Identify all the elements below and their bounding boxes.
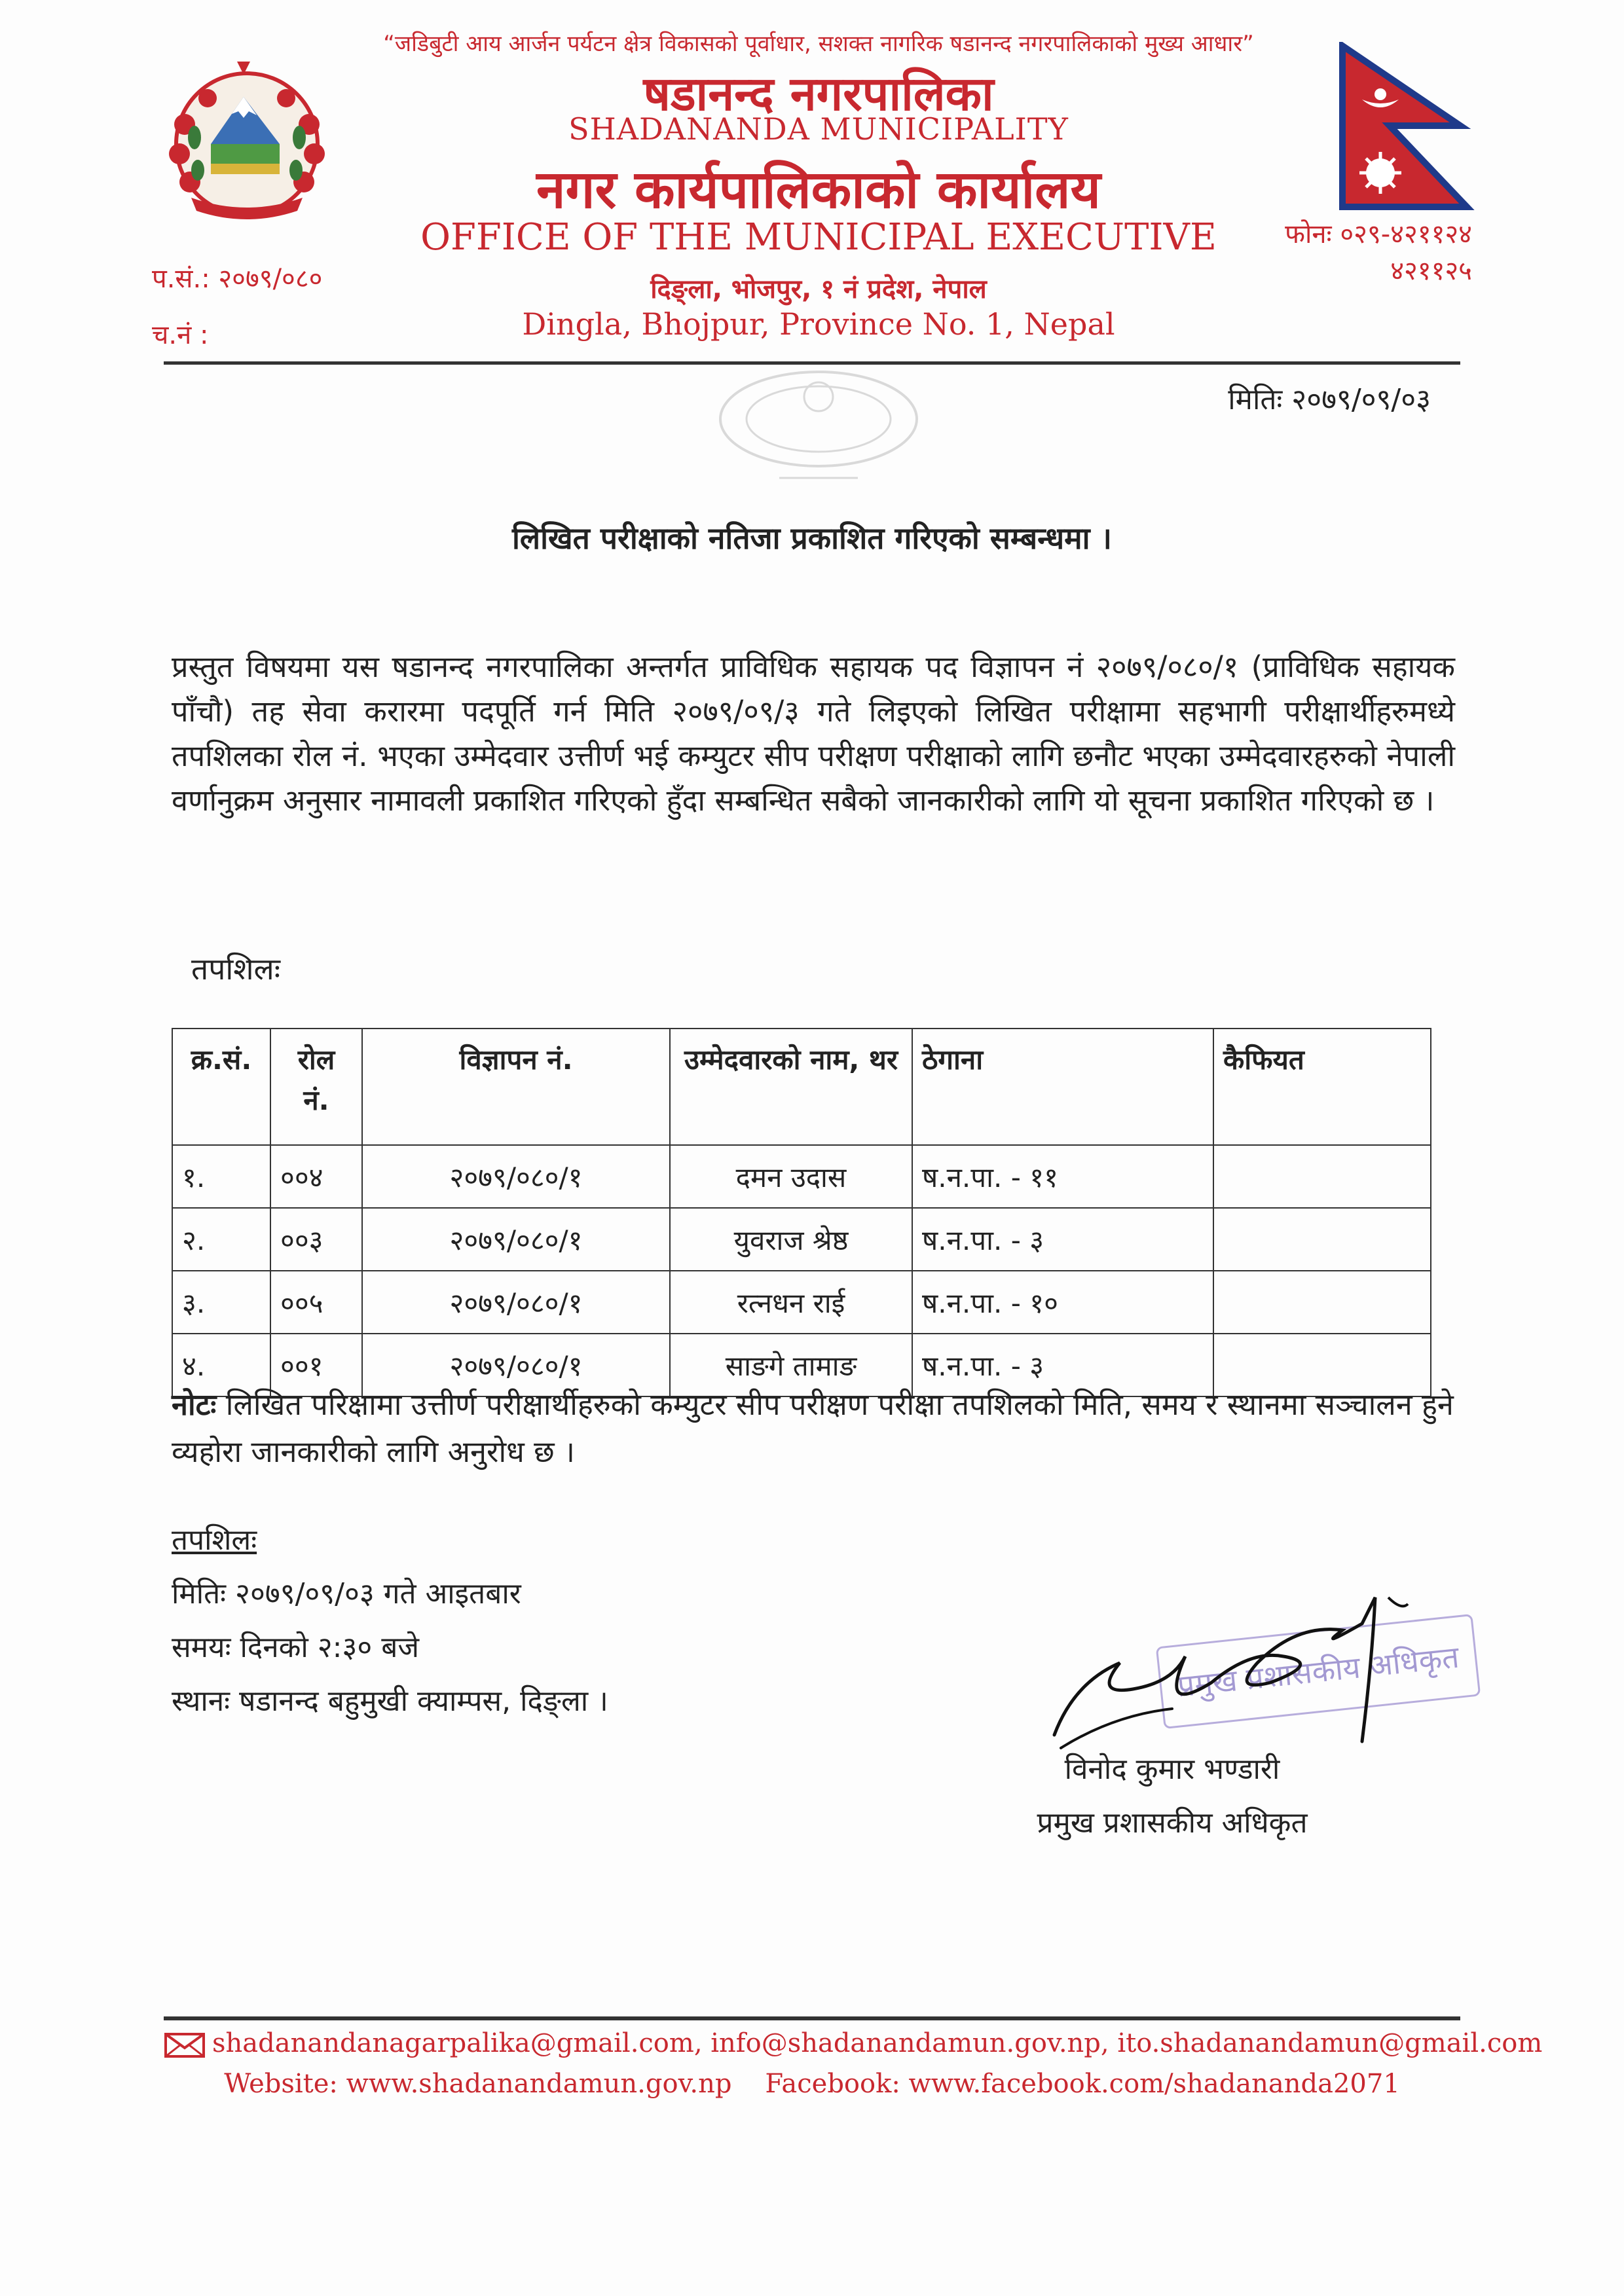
cell-serial: ३. [172, 1271, 270, 1334]
cell-address: ष.न.पा. - ३ [912, 1208, 1213, 1271]
cell-serial: ४. [172, 1334, 270, 1396]
exam-date: मितिः २०७९/०९/०३ गते आइतबार [172, 1577, 521, 1611]
municipality-name-en: SHADANANDA MUNICIPALITY [568, 111, 1069, 147]
phone-number-2: ४२११२५ [1390, 256, 1472, 286]
cell-address: ष.न.पा. - ११ [912, 1145, 1213, 1208]
schedule2-label: तपशिलः [172, 1523, 257, 1557]
stamp-text: प्रमुख प्रशासकीय अधिकृत [1175, 1639, 1461, 1704]
signatory-name: विनोद कुमार भण्डारी [1064, 1753, 1280, 1786]
address-en: Dingla, Bhojpur, Province No. 1, Nepal [522, 306, 1115, 342]
reference-number: प.सं.: २०७९/०८० [152, 264, 323, 294]
cell-advert: २०७९/०८०/१ [362, 1334, 670, 1396]
cell-remarks [1213, 1145, 1431, 1208]
cell-name: दमन उदास [670, 1145, 912, 1208]
note-text: लिखित परिक्षामा उत्तीर्ण परीक्षार्थीहरुको कम्युटर सीप परीक्षण परीक्षा तपशिलको मिति, समय र स्थानमा सञ्चालन हुने व्यहोरा जानकारीको लागि अनुरोध छ । [172, 1387, 1454, 1469]
dispatch-number: च.नं : [152, 320, 209, 350]
signatory-title: प्रमुख प्रशासकीय अधिकृत [1037, 1806, 1308, 1840]
cell-advert: २०७९/०८०/१ [362, 1208, 670, 1271]
exam-place: स्थानः षडानन्द बहुमुखी क्याम्पस, दिङ्ला । [172, 1685, 608, 1718]
column-header-name: उम्मेदवारको नाम, थर [670, 1029, 912, 1145]
note-paragraph [172, 1381, 1455, 1476]
table-row [172, 1145, 1431, 1208]
office-name-en: OFFICE OF THE MUNICIPAL EXECUTIVE [420, 216, 1217, 259]
header-divider [164, 361, 1460, 365]
cell-roll: ००३ [270, 1208, 362, 1271]
cell-advert: २०७९/०८०/१ [362, 1145, 670, 1208]
signature [1035, 1584, 1441, 1768]
cell-name: रत्नधन राई [670, 1271, 912, 1334]
footer-website[interactable]: Website: www.shadanandamun.gov.np Facebook: www.facebook.com/shadananda2071 [224, 2069, 1400, 2099]
phone-number-1: फोनः ०२९-४२११२४ [1285, 219, 1472, 249]
footer-contact [164, 2028, 1543, 2058]
cell-address: ष.न.पा. - १० [912, 1271, 1213, 1334]
column-header-serial: क्र.सं. [172, 1029, 270, 1145]
cell-remarks [1213, 1271, 1431, 1334]
table-row [172, 1271, 1431, 1334]
cell-name: युवराज श्रेष्ठ [670, 1208, 912, 1271]
note-label: नोटः [172, 1387, 217, 1422]
cell-roll: ००५ [270, 1271, 362, 1334]
address-np: दिङ्ला, भोजपुर, १ नं प्रदेश, नेपाल [650, 274, 987, 304]
cell-advert: २०७९/०८०/१ [362, 1271, 670, 1334]
body-paragraph: प्रस्तुत विषयमा यस षडानन्द नगरपालिका अन्तर्गत प्राविधिक सहायक पद विज्ञापन नं २०७९/०८०/१ (प्राविधिक सहायक पाँचौ) तह सेवा करारमा पदपूर्ति गर्न मिति २०७९/०९/३ गते लिइएको लिखित परीक्षामा सहभागी परीक्षार्थीहरुमध्ये तपशिलका रोल नं. भएका उम्मेदवार उत्तीर्ण भई कम्युटर सीप परीक्षण परीक्षाको लागि छनौट भएका उम्मेदवारहरुको नेपाली वर्णानुक्रम अनुसार नामावली प्रकाशित गरिएको हुँदा सम्बन्धित सबैको जानकारीको लागि यो सूचना प्रकाशित गरिएको छ । [172, 649, 1455, 818]
column-header-address: ठेगाना [912, 1029, 1213, 1145]
office-seal [707, 367, 930, 498]
table-header-row [172, 1029, 1431, 1145]
column-header-remarks: कैफियत [1213, 1029, 1431, 1145]
cell-remarks [1213, 1208, 1431, 1271]
envelope-icon [164, 2032, 206, 2058]
cell-serial: २. [172, 1208, 270, 1271]
column-header-advert: विज्ञापन नं. [362, 1029, 670, 1145]
slogan: “जडिबुटी आय आर्जन पर्यटन क्षेत्र विकासको पूर्वाधार, सशक्त नागरिक षडानन्द नगरपालिकाको मुख्य आधार” [383, 31, 1254, 57]
cell-name: साङगे तामाङ [670, 1334, 912, 1396]
letter-date: मितिः २०७९/०९/०३ [1228, 383, 1431, 416]
column-header-roll: रोल नं. [270, 1029, 362, 1145]
table-row [172, 1208, 1431, 1271]
cell-roll: ००१ [270, 1334, 362, 1396]
cell-roll: ००४ [270, 1145, 362, 1208]
cell-address: ष.न.पा. - ३ [912, 1334, 1213, 1396]
schedule-label: तपशिलः [191, 951, 281, 987]
cell-serial: १. [172, 1145, 270, 1208]
municipality-name-np: षडानन्द नगरपालिका [643, 66, 994, 121]
exam-time: समयः दिनको २:३० बजे [172, 1631, 420, 1664]
office-name-np: नगर कार्यपालिकाको कार्यालय [536, 159, 1101, 220]
letter-subject: लिखित परीक्षाको नतिजा प्रकाशित गरिएको सम्बन्धमा । [512, 520, 1112, 556]
footer-emails[interactable]: shadanandanagarpalika@gmail.com, info@shadanandamun.gov.np, ito.shadanandamun@gmail.com [212, 2028, 1543, 2058]
footer-divider [164, 2016, 1460, 2020]
candidate-table [172, 1028, 1431, 1397]
nepal-flag-icon [1336, 42, 1480, 213]
